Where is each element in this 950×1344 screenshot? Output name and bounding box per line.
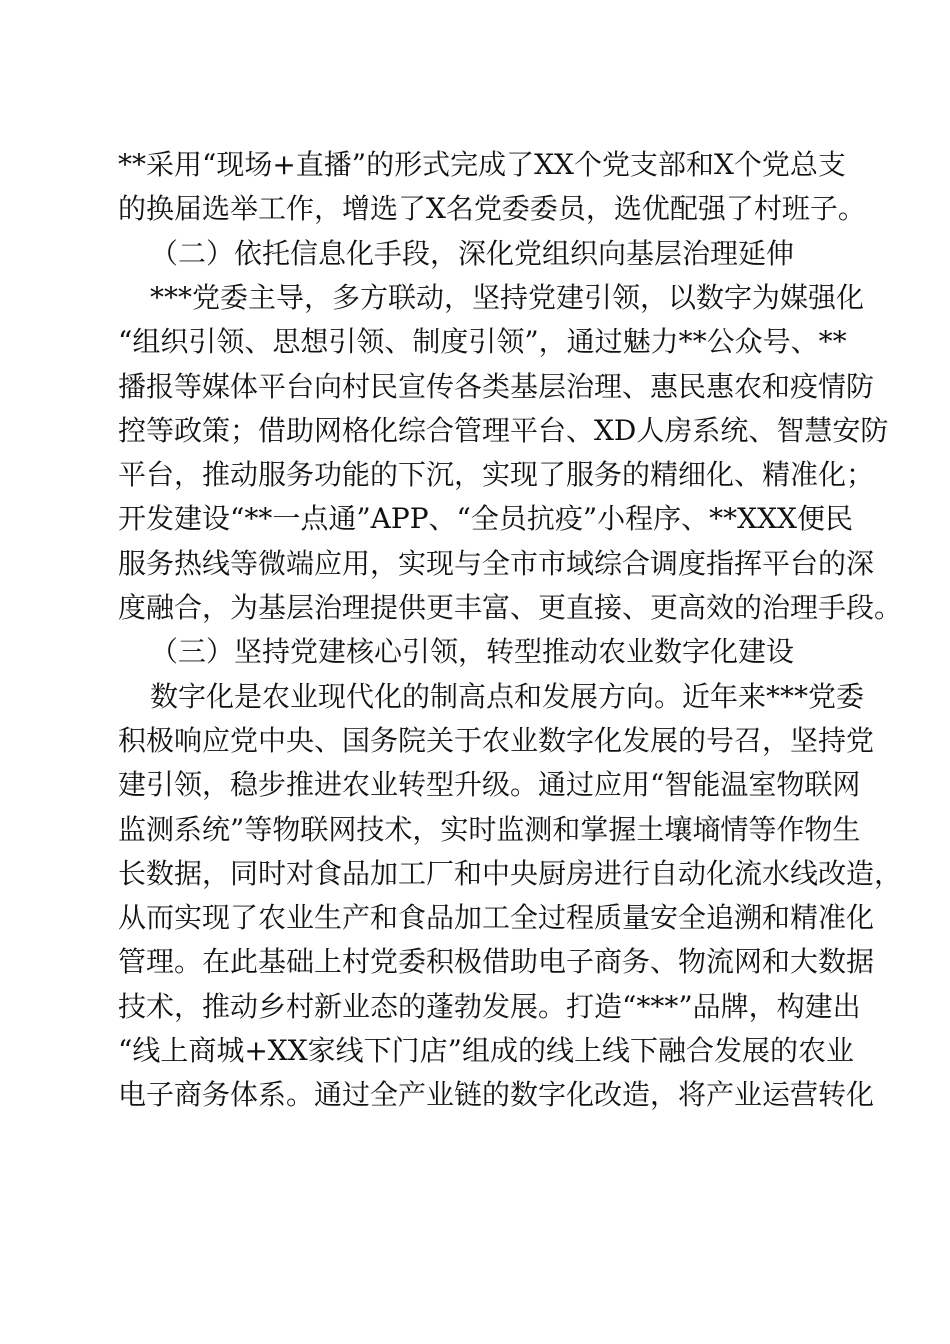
body-text-line: **采用“现场+直播”的形式完成了XX个党支部和X个党总支 [118,148,846,181]
body-text-line: 数字化是农业现代化的制高点和发展方向。近年来***党委 [150,679,865,713]
body-text-line: 积极响应党中央、国务院关于农业数字化发展的号召，坚持党 [118,723,875,757]
body-text-line: 服务热线等微端应用，实现与全市市域综合调度指挥平台的深 [118,546,875,580]
body-text-line: “线上商城+XX家线下门店”组成的线上线下融合发展的农业 [118,1034,854,1067]
body-text-line: 管理。在此基础上村党委积极借助电子商务、物流网和大数据 [118,945,875,979]
body-text-line: 平台，推动服务功能的下沉，实现了服务的精细化、精准化； [118,458,875,492]
body-text-line: 监测系统”等物联网技术，实时监测和掌握土壤墒情等作物生 [118,812,861,846]
body-text-line: 长数据，同时对食品加工厂和中央厨房进行自动化流水线改造， [118,856,903,890]
body-text-line: 开发建设“**一点通”APP、“全员抗疫”小程序、**XXX便民 [118,502,853,536]
body-text-line: “组织引领、思想引领、制度引领”，通过魅力**公众号、** [118,325,847,359]
section-heading: （二）依托信息化手段，深化党组织向基层治理延伸 [150,236,795,270]
body-text-line: 技术，推动乡村新业态的蓬勃发展。打造“***”品牌，构建出 [118,989,861,1023]
body-text-line: 的换届选举工作，增选了X名党委委员，选优配强了村班子。 [118,192,866,226]
body-text-line: ***党委主导，多方联动，坚持党建引领，以数字为媒强化 [150,280,865,314]
section-heading: （三）坚持党建核心引领，转型推动农业数字化建设 [150,635,795,669]
body-text-line: 播报等媒体平台向村民宣传各类基层治理、惠民惠农和疫情防 [118,369,875,403]
body-text-line: 控等政策；借助网格化综合管理平台、XD人房系统、智慧安防 [118,413,889,447]
body-text-line: 从而实现了农业生产和食品加工全过程质量安全追溯和精准化 [118,901,875,935]
body-text-line: 电子商务体系。通过全产业链的数字化改造，将产业运营转化 [118,1078,875,1112]
body-text-line: 度融合，为基层治理提供更丰富、更直接、更高效的治理手段。 [118,591,903,624]
body-text-line: 建引领，稳步推进农业转型升级。通过应用“智能温室物联网 [118,768,861,802]
